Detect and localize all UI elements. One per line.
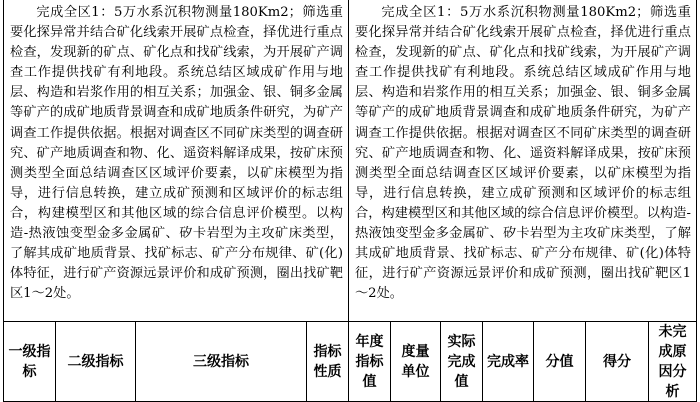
header-unit: 度量单位 — [391, 322, 441, 401]
target-text-right: 完成全区1：5万水系沉积物测量180Km2；筛选重要化探异常并结合矿化线索开展矿点检查，择优进行重点检查，发现新的矿点、矿化点和找矿线索，为开展矿产调查工作提供找矿有利地段。系统总结区域成矿作用与地层、构造和岩浆作用的相互关系；加强金、银、铜多金属等矿产的成矿地质背景调查和成矿地质条件研究，为矿产调查工作提供依据。根据对调查区不同矿床类型的调查研究、矿产地质调查和物、化、遥资料解译成果，按矿床预测类型全面总结调查区区域评价要素，以矿床模型为指导，进行信息转换，建立成矿预测和区域评价的标志组合，构建模型区和其他区域的综合信息评价模型。以构造-热液蚀变型金多金属矿、矽卡岩型为主攻矿床类型，了解其成矿地质背景、找矿标志、矿产分布规律、矿(化)体特征，进行矿产资源远景评价和成矿预测，圈出找矿靶区1～2处。 — [355, 5, 691, 302]
header-score-value: 分值 — [534, 322, 586, 401]
target-description-row — [3, 0, 697, 322]
target-text-left: 完成全区1：5万水系沉积物测量180Km2；筛选重要化探异常并结合矿化线索开展矿点检查，择优进行重点检查，发现新的矿点、矿化点和找矿线索，为开展矿产调查工作提供找矿有利地段。系统总结区域成矿作用与地层、构造和岩浆作用的相互关系；加强金、银、铜多金属等矿产的成矿地质背景调查和成矿地质条件研究，为矿产调查工作提供依据。根据对调查区不同矿床类型的调查研究、矿产地质调查和物、化、遥资料解译成果，按矿床预测类型全面总结调查区区域评价要素，以矿床模型为指导，进行信息转换，建立成矿预测和区域评价的标志组合，构建模型区和其他区域的综合信息评价模型。以构造-热液蚀变型金多金属矿、矽卡岩型为主攻矿床类型，了解其成矿地质背景、找矿标志、矿产分布规律、矿(化)体特征，进行矿产资源远景评价和成矿预测，圈出找矿靶区1～2处。 — [10, 5, 343, 302]
header-indicator-nature: 指标性质 — [307, 322, 349, 401]
indicator-header-row — [3, 321, 697, 402]
header-level1-indicator: 一级指标 — [4, 322, 56, 401]
header-incomplete-reason: 未完成原因分析 — [658, 323, 687, 400]
header-actual-value: 实际完成值 — [441, 322, 483, 401]
header-annual-target: 年度指标值 — [349, 322, 391, 401]
header-level3-indicator: 三级指标 — [136, 322, 307, 401]
header-completion-rate: 完成率 — [483, 322, 534, 401]
target-text-right-cell — [349, 0, 696, 321]
target-text-left-cell — [4, 0, 349, 321]
header-level2-indicator: 二级指标 — [56, 322, 136, 401]
header-score: 得分 — [586, 322, 649, 401]
